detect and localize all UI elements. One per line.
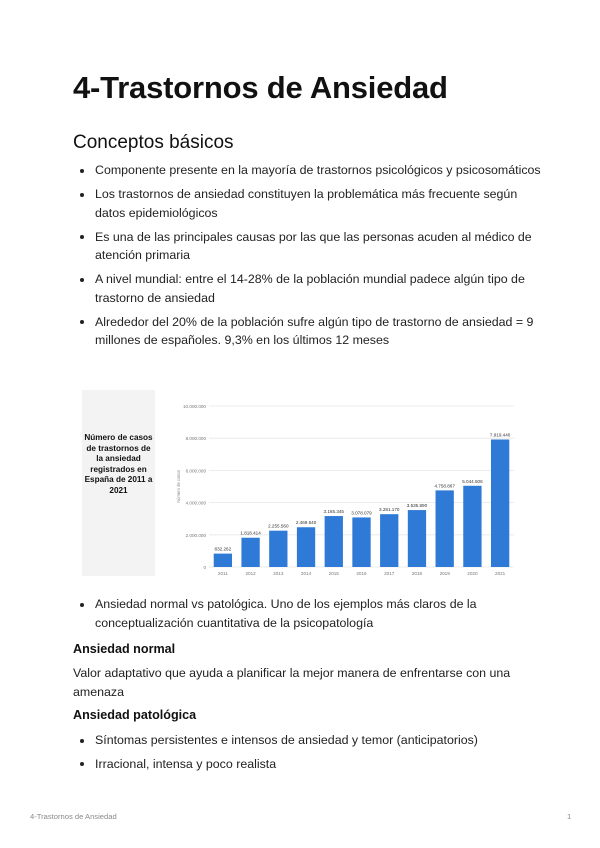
x-tick-label: 2018 xyxy=(411,571,423,576)
bar xyxy=(352,517,370,567)
data-label: 2.469.540 xyxy=(295,520,317,526)
x-tick-label: 2016 xyxy=(356,571,367,576)
list-item: Es una de las principales causas por las que las personas acuden al médico de atención primaria xyxy=(73,228,543,265)
list-item: A nivel mundial: entre el 14-28% de la población mundial padece algún tipo de trastorno de ansiedad xyxy=(73,270,543,307)
x-tick-label: 2012 xyxy=(245,571,256,576)
x-tick-label: 2013 xyxy=(273,571,284,576)
bar xyxy=(269,531,287,567)
x-tick-label: 2015 xyxy=(328,571,339,576)
data-label: 3.165.345 xyxy=(323,509,344,515)
x-tick-label: 2020 xyxy=(467,571,478,576)
x-tick-label: 2019 xyxy=(439,571,450,576)
y-tick-label: 10.000.000 xyxy=(183,404,206,409)
y-tick-label: 4.000.000 xyxy=(185,500,206,506)
data-label: 7.919.440 xyxy=(489,432,511,438)
chart-followup-list xyxy=(73,595,543,632)
data-label: 5.044.506 xyxy=(462,478,483,484)
data-label: 4.758.867 xyxy=(434,483,455,489)
intro-bullet-list xyxy=(73,161,543,355)
x-tick-label: 2014 xyxy=(300,571,312,576)
bar xyxy=(408,510,426,567)
pathological-bullet-list xyxy=(73,731,543,778)
page-number: 1 xyxy=(567,812,572,821)
y-tick-label: 6.000.000 xyxy=(185,468,206,474)
list-item: Componente presente en la mayoría de trastornos psicológicos y psicosomáticos xyxy=(73,161,543,180)
list-item: Síntomas persistentes e intensos de ansiedad y temor (anticipatorios) xyxy=(73,731,543,750)
bar xyxy=(241,538,259,567)
bar xyxy=(436,490,454,567)
page-title: 4-Trastornos de Ansiedad xyxy=(73,70,448,105)
pathological-anxiety-heading: Ansiedad patológica xyxy=(73,708,197,722)
bar-chart xyxy=(82,390,518,580)
footer-title: 4-Trastornos de Ansiedad xyxy=(30,812,117,821)
x-tick-label: 2011 xyxy=(217,571,228,576)
x-tick-label: 2017 xyxy=(384,571,395,576)
y-axis-label: Número de casos xyxy=(176,470,181,503)
data-label: 3.281.170 xyxy=(379,507,400,513)
data-label: 3.535.890 xyxy=(406,503,428,509)
list-item: Los trastornos de ansiedad constituyen la problemática más frecuente según datos epidemiológicos xyxy=(73,185,543,222)
anxiety-cases-chart xyxy=(82,390,518,580)
bar xyxy=(325,516,343,567)
y-tick-label: 8.000.000 xyxy=(185,436,206,442)
y-tick-label: 0 xyxy=(203,565,206,570)
section-heading: Conceptos básicos xyxy=(73,132,234,153)
chart-caption: Número de casos de trastornos de la ansiedad registrados en España de 2011 a 2021 xyxy=(84,433,153,495)
bar xyxy=(214,554,232,567)
data-label: 3.078.079 xyxy=(351,510,372,516)
list-item: Ansiedad normal vs patológica. Uno de los ejemplos más claros de la conceptualización cuantitativa de la psicopatología xyxy=(73,595,543,632)
normal-anxiety-text: Valor adaptativo que ayuda a planificar la mejor manera de enfrentarse con una amenaza xyxy=(73,666,511,699)
bar xyxy=(491,439,509,567)
list-item: Alrededor del 20% de la población sufre algún tipo de trastorno de ansiedad = 9 millones de españoles. 9,3% en los últimos 12 meses xyxy=(73,313,543,350)
data-label: 1.818.414 xyxy=(240,530,261,536)
bar xyxy=(297,527,315,567)
bar xyxy=(463,486,481,567)
data-label: 2.255.560 xyxy=(268,523,289,529)
y-tick-label: 2.000.000 xyxy=(185,532,206,538)
normal-anxiety-heading: Ansiedad normal xyxy=(73,642,176,656)
list-item: Irracional, intensa y poco realista xyxy=(73,755,543,774)
data-label: 832.262 xyxy=(214,546,232,552)
x-tick-label: 2021 xyxy=(495,571,506,576)
bar xyxy=(380,514,398,567)
